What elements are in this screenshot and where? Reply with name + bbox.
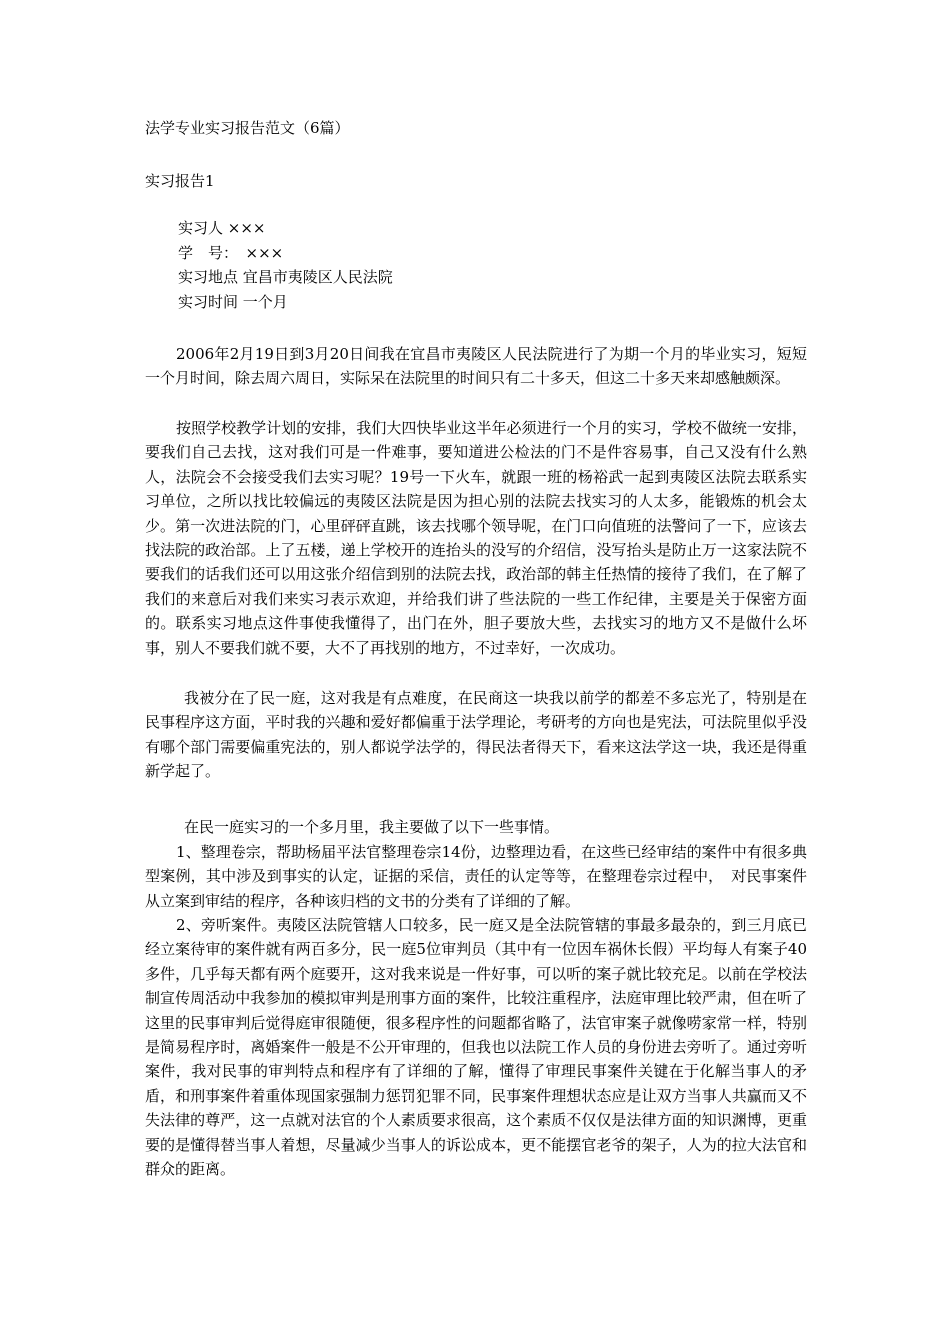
paragraph-intro: 2006年2月19日到3月20日间我在宜昌市夷陵区人民法院进行了为期一个月的毕业实习，短短一个月时间，除去周六周日，实际呆在法院里的时间只有二十多天，但这二十多天来却感触颇深。: [145, 345, 807, 388]
report-heading: 实习报告1: [145, 172, 215, 190]
info-duration: 实习时间 一个月: [178, 293, 288, 311]
paragraph-tasks-intro: 在民一庭实习的一个多月里，我主要做了以下一些事情。: [184, 818, 560, 836]
paragraph-assignment: 我被分在了民一庭，这对我是有点难度，在民商这一块我以前学的都差不多忘光了，特别是在民事程序这方面，平时我的兴趣和爱好都偏重于法学理论，考研考的方向也是宪法，可法院里似乎没有哪个部门需要偏重宪法的，别人都说学法学的，得民法者得天下，看来这法学这一块，我还是得重新学起了。: [145, 689, 807, 781]
info-student-id: 学 号： ×××: [178, 244, 284, 262]
info-intern: 实习人 ×××: [178, 219, 266, 237]
paragraph-task-2: 2、旁听案件。夷陵区法院管辖人口较多，民一庭又是全法院管辖的事最多最杂的，到三月底已经立案待审的案件就有两百多分，民一庭5位审判员（其中有一位因车祸休长假）平均每人有案子40多件，几乎每天都有两个庭要开，这对我来说是一件好事，可以听的案子就比较充足。以前在学校法制宣传周活动中我参加的模拟审判是刑事方面的案件，比较注重程序，法庭审理比较严肃，但在听了这里的民事审判后觉得庭审很随便，很多程序性的问题都省略了，法官审案子就像唠家常一样，特别是简易程序时，离婚案件一般是不公开审理的，但我也以法院工作人员的身份进去旁听了。通过旁听案件，我对民事的审判特点和程序有了详细的了解，懂得了审理民事案件关键在于化解当事人的矛盾，和刑事案件着重体现国家强制力惩罚犯罪不同，民事案件理想状态应是让双方当事人共赢而又不失法律的尊严，这一点就对法官的个人素质要求很高，这个素质不仅仅是法律方面的知识渊博，更重要的是懂得替当事人着想，尽量减少当事人的诉讼成本，更不能摆官老爷的架子，人为的拉大法官和群众的距离。: [145, 916, 807, 1179]
info-location: 实习地点 宜昌市夷陵区人民法院: [178, 268, 393, 286]
paragraph-finding-placement: 按照学校教学计划的安排，我们大四快毕业这半年必须进行一个月的实习，学校不做统一安排，要我们自己去找，这对我们可是一件难事，要知道进公检法的门不是件容易事，自己又没有什么熟人，法院会不会接受我们去实习呢？19号一下火车，就跟一班的杨裕武一起到夷陵区法院去联系实习单位，之所以找比较偏远的夷陵区法院是因为担心别的法院去找实习的人太多，能锻炼的机会太少。第一次进法院的门，心里砰砰直跳，该去找哪个领导呢，在门口向值班的法警问了一下，应该去找法院的政治部。上了五楼，递上学校开的连抬头的没写的介绍信，没写抬头是防止万一这家法院不要我们的话我们还可以用这张介绍信到别的法院去找，政治部的韩主任热情的接待了我们，在了解了我们的来意后对我们来实习表示欢迎，并给我们讲了些法院的一些工作纪律，主要是关于保密方面的。联系实习地点这件事使我懂得了，出门在外，胆子要放大些，去找实习的地方又不是做什么坏事，别人不要我们就不要，大不了再找别的地方，不过幸好，一次成功。: [145, 419, 807, 657]
paragraph-task-1: 1、整理卷宗，帮助杨届平法官整理卷宗14份，边整理边看，在这些已经审结的案件中有很多典型案例，其中涉及到事实的认定，证据的采信，责任的认定等等，在整理卷宗过程中， 对民事案件从立案到审结的程序，各种该归档的文书的分类有了详细的了解。: [145, 843, 807, 910]
document-title: 法学专业实习报告范文（6篇）: [145, 119, 350, 137]
